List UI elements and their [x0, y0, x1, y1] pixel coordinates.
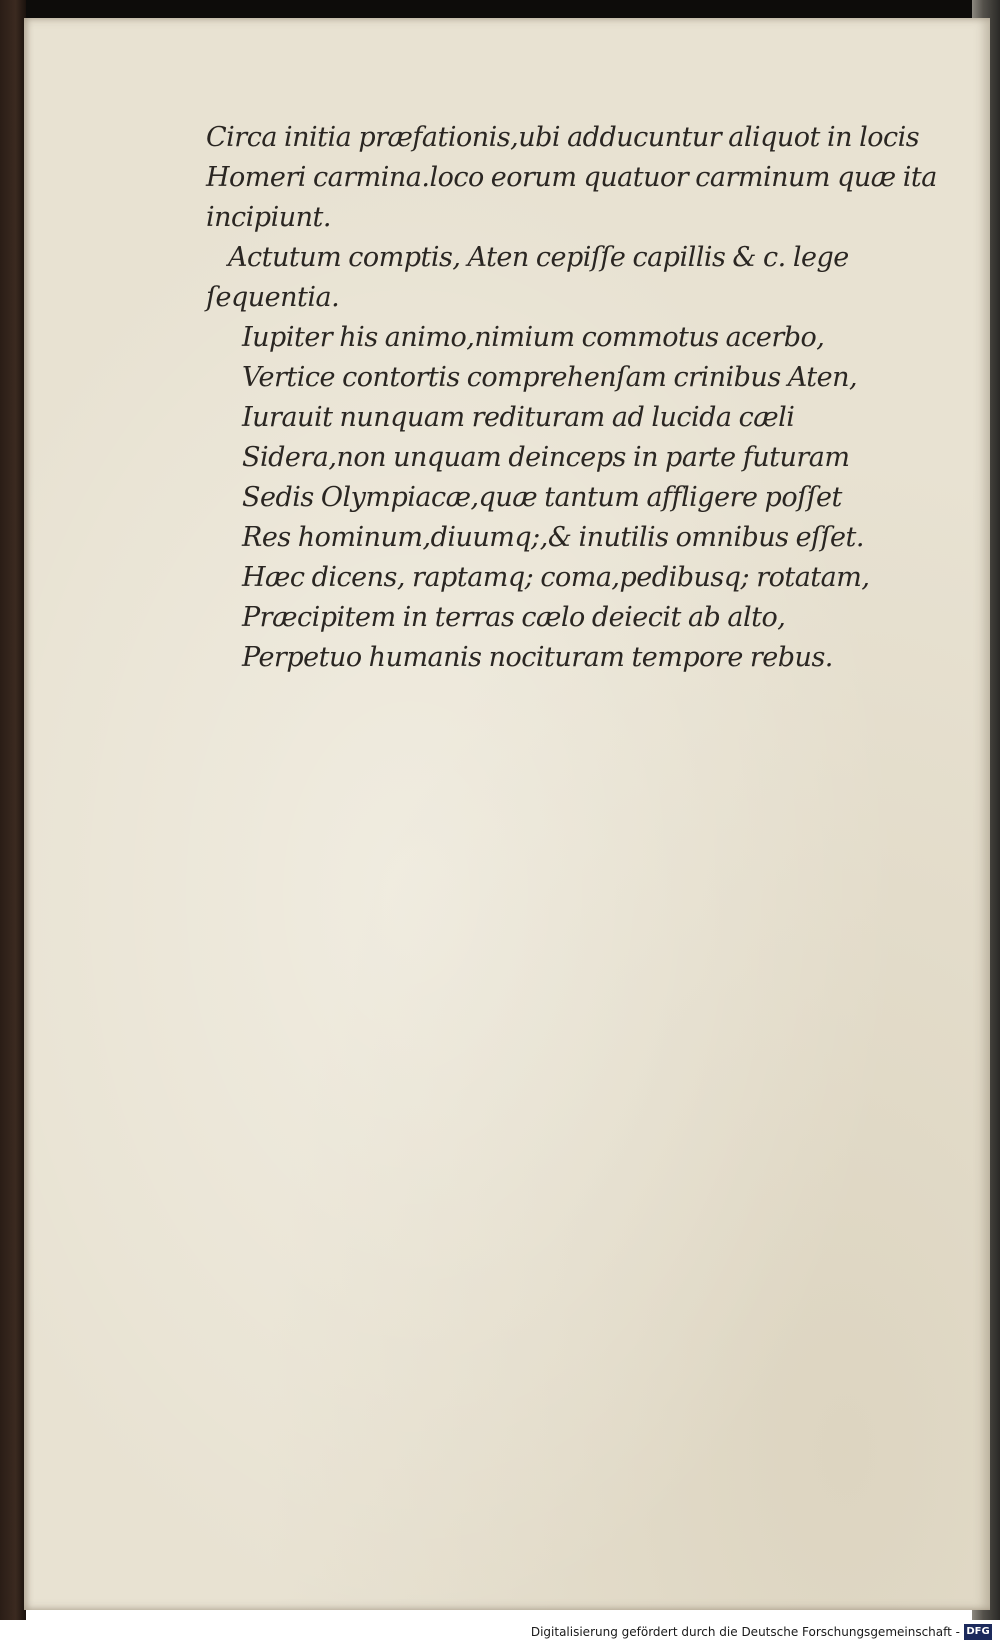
verse-line: Sedis Olympiacæ,quæ tantum affligere poſſet	[242, 482, 842, 513]
verse-line: Iupiter his animo,nimium commotus acerbo,	[242, 322, 825, 353]
scan-top-border	[0, 0, 1000, 20]
funding-credit: Digitalisierung gefördert durch die Deutsche Forschungsgemeinschaft -	[530, 1625, 960, 1639]
text-line: incipiunt.	[206, 202, 331, 233]
verse-line: Perpetuo humanis nocituram tempore rebus.	[242, 642, 833, 673]
verse-line: Sidera,non unquam deinceps in parte futuram	[242, 442, 850, 473]
text-line: Actutum comptis, Aten cepiſſe capillis & c. lege	[228, 242, 849, 273]
verse-line: Hæc dicens, raptamq; coma,pedibusq; rotatam,	[242, 562, 870, 593]
digitization-footer	[0, 1624, 1000, 1642]
verse-line: Iurauit nunquam redituram ad lucida cæli	[242, 402, 795, 433]
book-left-edge	[0, 0, 26, 1620]
dfg-logo: DFG	[964, 1624, 992, 1640]
verse-line: Præcipitem in terras cælo deiecit ab alto,	[242, 602, 786, 633]
page-text	[206, 118, 937, 678]
verse-line: Res hominum,diuumq;,& inutilis omnibus eſſet.	[242, 522, 864, 553]
verse-line: Vertice contortis comprehenſam crinibus Aten,	[242, 362, 858, 393]
text-line: ſequentia.	[206, 282, 340, 313]
text-line: Circa initia præfationis,ubi adducuntur aliquot in locis	[206, 122, 920, 153]
text-line: Homeri carmina.loco eorum quatuor carminum quæ ita	[206, 162, 937, 193]
